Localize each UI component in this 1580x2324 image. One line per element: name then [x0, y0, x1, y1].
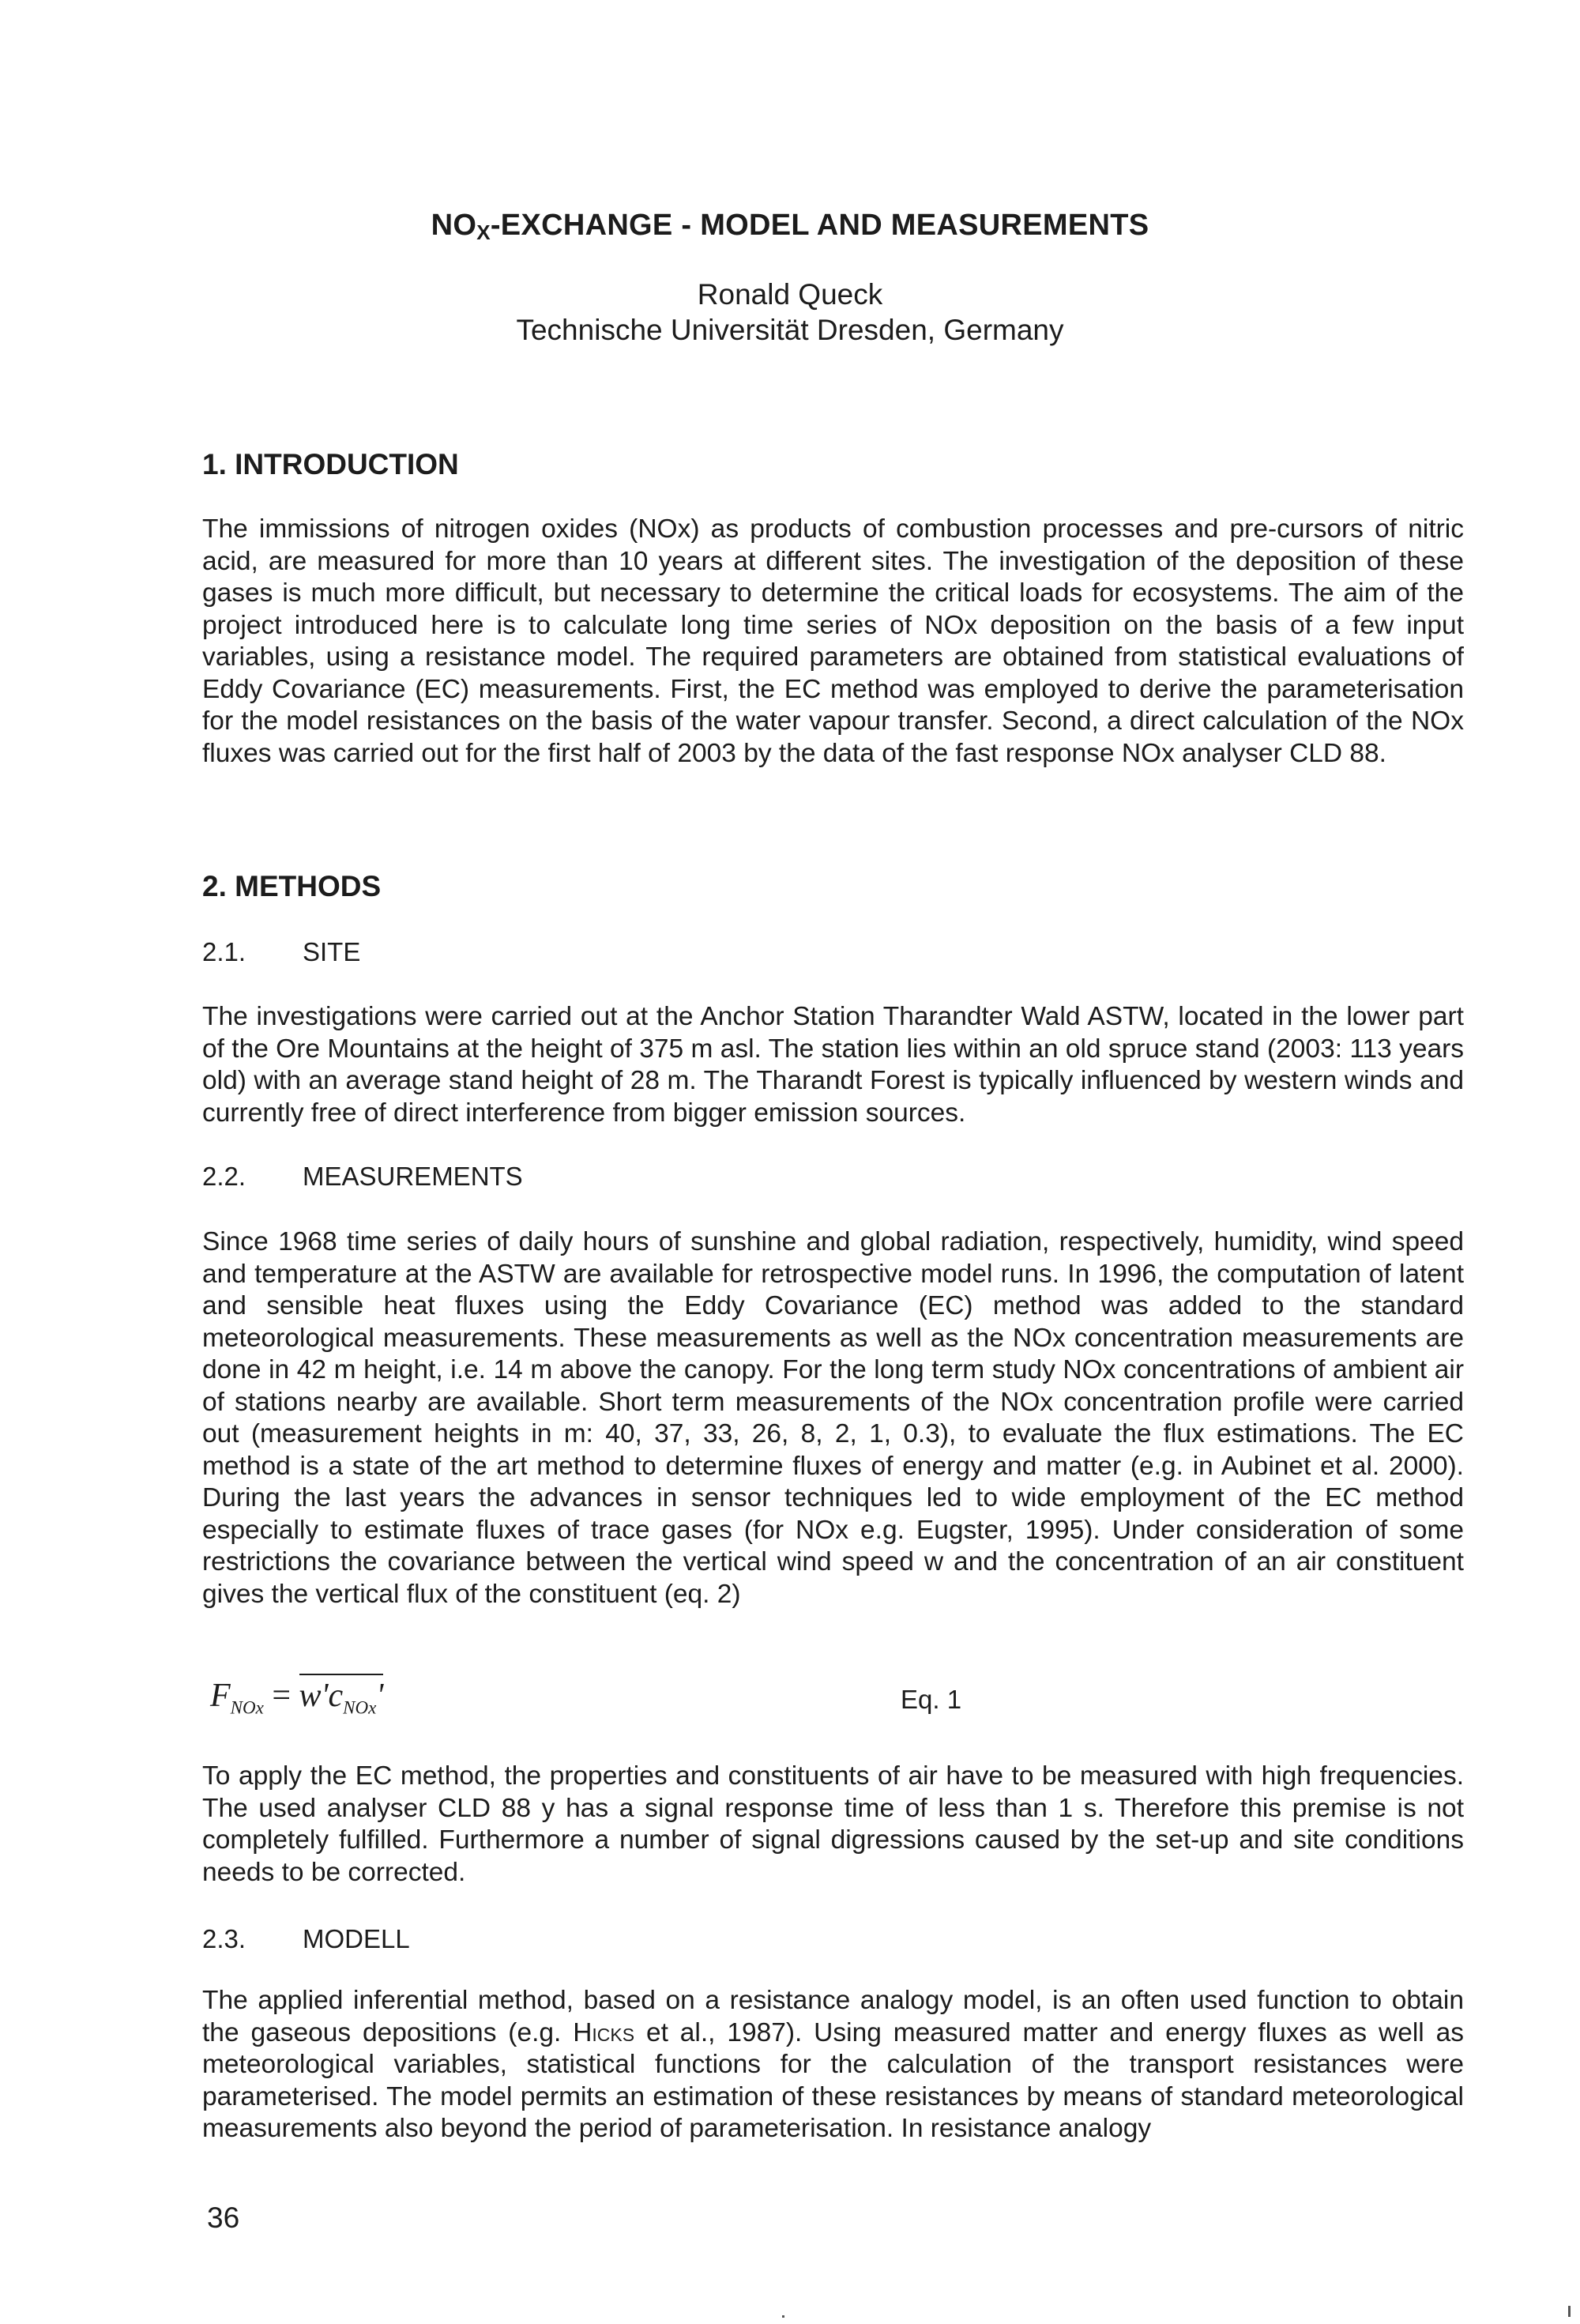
author-affiliation: Technische Universität Dresden, Germany: [516, 314, 1064, 346]
site-paragraph: The investigations were carried out at the Anchor Station Tharandter Wald ASTW, located in the lower part of the Ore Mountains at the height of 375 m asl. The station lies within an old spruce stand (2003: 113 years old) with an average stand height of 28 m. The Tharandt Forest is typically influenced by western winds and currently free of direct interference from bigger emission sources.: [202, 1002, 1464, 1128]
author-name: Ronald Queck: [697, 278, 883, 311]
equation-1-label: Eq. 1: [901, 1685, 962, 1714]
page-number: 36: [207, 2202, 240, 2234]
scan-speck: [782, 2315, 784, 2318]
measurements-paragraph-1: Since 1968 time series of daily hours of sunshine and global radiation, respectively, humidity, wind speed and temperature at the ASTW are available for retrospective model runs. In 1996, the computation of latent and sensible heat fluxes using the Eddy Covariance (EC) method was added to the standard meteorological measurements. These measurements as well as the NOx concentration measurements are done in 42 m height, i.e. 14 m above the canopy. For the long term study NOx concentrations of ambient air of stations nearby are available. Short term measurements of the NOx concentration profile were carried out (measurement heights in m: 40, 37, 33, 26, 8, 2, 1, 0.3), to evaluate the flux estimations. The EC method is a state of the art method to determine fluxes of energy and matter (e.g. in Aubinet et al. 2000). During the last years the advances in sensor techniques led to wide employment of the EC method especially to estimate fluxes of trace gases (for NOx e.g. Eugster, 1995). Under consideration of some restrictions the covariance between the vertical wind speed w and the concentration of an air constituent gives the vertical flux of the constituent (eq. 2): [202, 1227, 1464, 1609]
section-heading-introduction: 1. INTRODUCTION: [202, 448, 459, 480]
modell-paragraph: The applied inferential method, based on a resistance analogy model, is an often used function to obtain the gaseous depositions (e.g. Hicks et al., 1987). Using measured matter and energy fluxes as well as meteorological variables, statistical functions for the calculation of the transport resistances were parameterised. The model permits an estimation of these resistances by means of standard meteorological measurements also beyond the period of parameterisation. In resistance analogy: [202, 1986, 1464, 2143]
section-heading-methods: 2. METHODS: [202, 870, 382, 902]
scan-speck: [1568, 2306, 1571, 2317]
measurements-paragraph-2: To apply the EC method, the properties and constituents of air have to be measured with high frequencies. The used analyser CLD 88 y has a signal response time of less than 1 s. Therefore this premise is not completely fulfilled. Furthermore a number of signal digressions caused by the set-up and site conditions needs to be corrected.: [202, 1761, 1464, 1887]
subsection-heading-modell: 2.3. MODELL: [202, 1924, 410, 1953]
introduction-paragraph: The immissions of nitrogen oxides (NOx) as products of combustion processes and pre-cursors of nitric acid, are measured for more than 10 years at different sites. The investigation of the deposition of these gases is much more difficult, but necessary to determine the critical loads for ecosystems. The aim of the project introduced here is to calculate long time series of NOx deposition on the basis of a few input variables, using a resistance model. The required parameters are obtained from statistical evaluations of Eddy Covariance (EC) measurements. First, the EC method was employed to derive the parameterisation for the model resistances on the basis of the water vapour transfer. Second, a direct calculation of the NOx fluxes was carried out for the first half of 2003 by the data of the fast response NOx analyser CLD 88.: [202, 514, 1464, 768]
paper-title: $NO_X$-EXCHANGE - MODEL AND MEASUREMENTS: [431, 209, 1149, 244]
equation-1: $F_{NOx} = w'c_{NOx}'$: [210, 1674, 383, 1718]
subsection-heading-measurements: 2.2. MEASUREMENTS: [202, 1162, 523, 1191]
subsection-heading-site: 2.1. SITE: [202, 937, 361, 966]
